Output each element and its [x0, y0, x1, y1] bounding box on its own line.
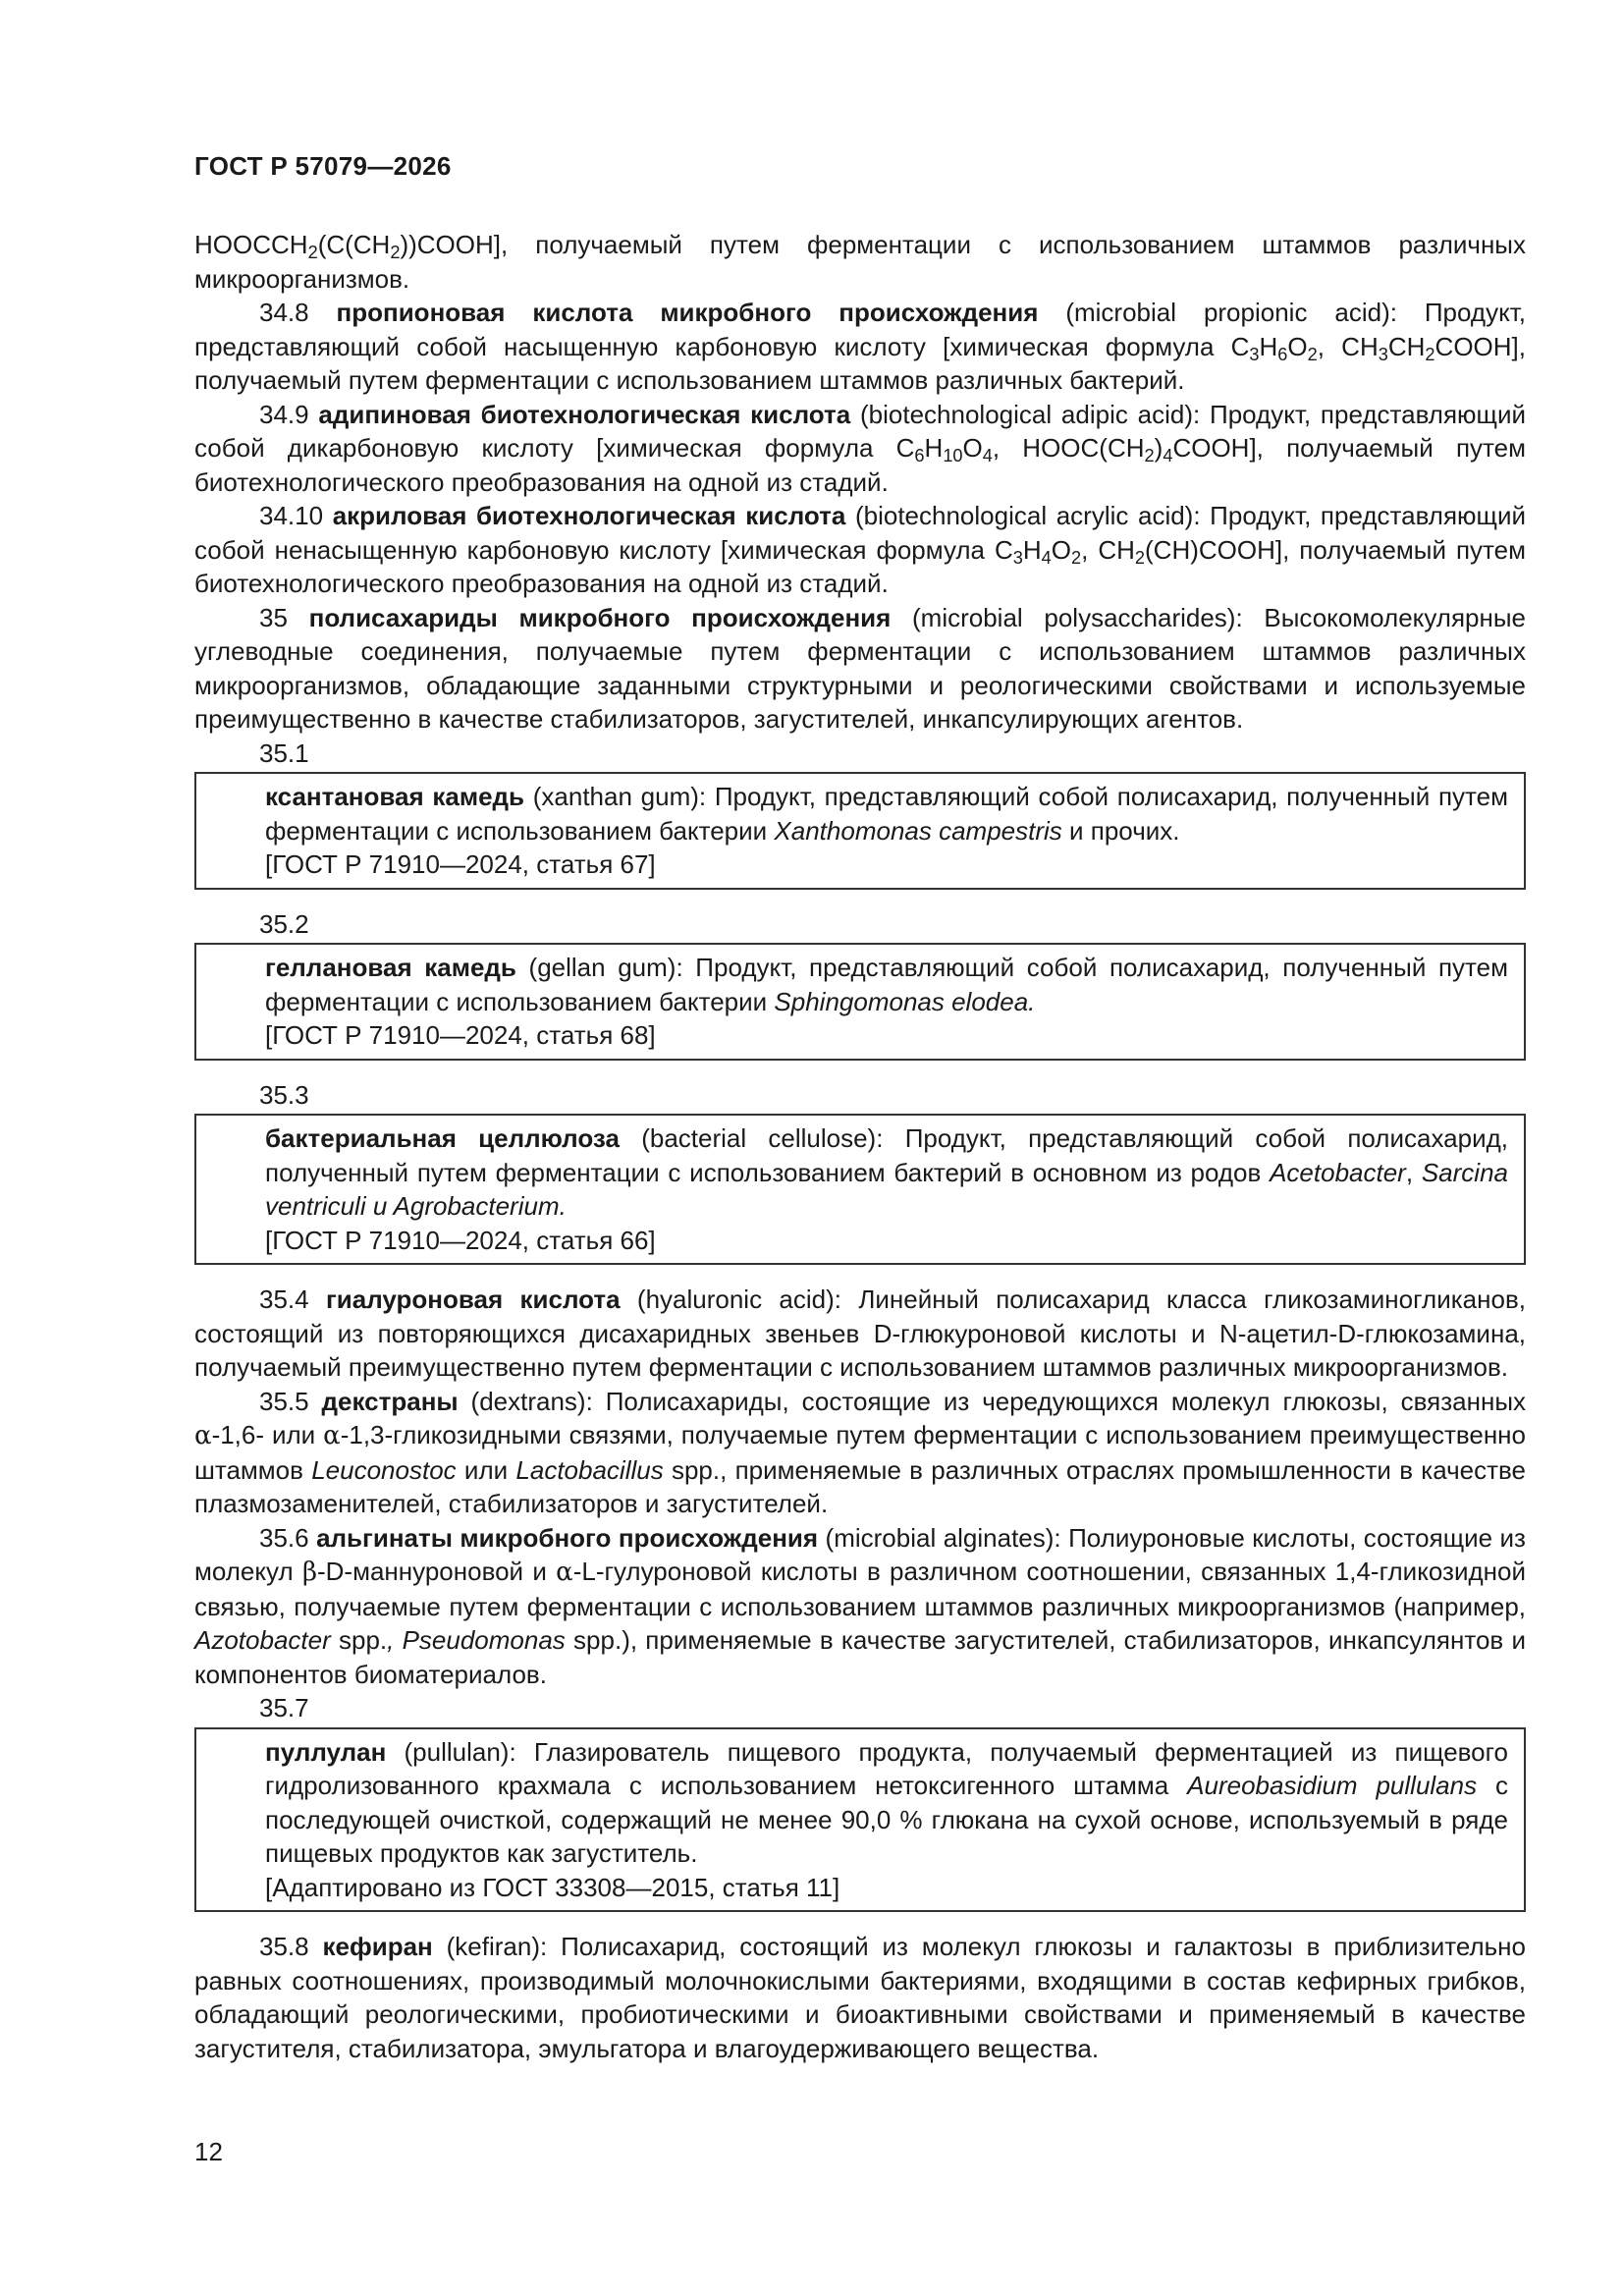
paragraph-35-4: 35.4 гиалуроновая кислота (hyaluronic acid): Линейный полисахарид класса гликозаминогликанов, состоящий из повторяющихся дисахаридных звеньев D-глюкуроновой кислоты и N-ацетил-D-глюкозамина, получаемый преимущественно путем ферментации с использованием штаммов различных микроорганизмов. [194, 1285, 1526, 1382]
term: пуллулан [265, 1736, 387, 1767]
term: геллановая камедь [265, 953, 516, 982]
page-number: 12 [194, 2137, 223, 2166]
quoted-term-box-35-1 [194, 772, 1526, 890]
quoted-definition: геллановая камедь (gellan gum): Продукт, представляющий собой полисахарид, полученный путем ферментации с использованием бактерии Sphingomonas elodea. [265, 953, 1508, 1016]
source-reference: [ГОСТ Р 71910—2024, статья 67] [265, 849, 656, 879]
term: декстраны [321, 1386, 459, 1416]
quoted-term-box-35-3 [194, 1114, 1526, 1265]
term: пропионовая кислота микробного происхождения [336, 298, 1039, 327]
term: ксантановая камедь [265, 782, 525, 811]
term: гиалуроновая кислота [325, 1285, 621, 1314]
quoted-definition: бактериальная целлюлоза (bacterial cellulose): Продукт, представляющий собой полисахарид, полученный путем ферментации с использованием бактерий в основном из родов Acetobacter, Sarcina ventriculi u Agrobacterium. [265, 1123, 1508, 1221]
term: альгинаты микробного происхождения [316, 1522, 819, 1553]
term: полисахариды микробного происхождения [308, 602, 892, 632]
clause-number: 35.8 [259, 1932, 309, 1961]
paragraph-34-8: 34.8 пропионовая кислота микробного происхождения (microbial propionic acid): Продукт, представляющий собой насыщенную карбоновую кислоту [химическая формула $C_3H_6O_2$, $CH_3CH_2COOH$], получаемый путем ферментации с использованием штаммов различных бактерий. [194, 298, 1526, 395]
paragraph-34-9: 34.9 адипиновая биотехнологическая кислота (biotechnological adipic acid): Продукт, представляющий собой дикарбоновую кислоту [химическая формула $C_6H_{10}O_4$, $HOOC(CH_2)_4COOH$], получаемый путем биотехнологического преобразования на одной из стадий. [194, 399, 1526, 497]
source-reference: [ГОСТ Р 71910—2024, статья 66] [265, 1225, 656, 1255]
clause-number: 35.4 [259, 1285, 309, 1314]
paragraph-35: 35 полисахариды микробного происхождения (microbial polysaccharides): Высокомолекулярные углеводные соединения, получаемые путем ферментации с использованием штаммов различных микроорганизмов, обладающие заданными структурными и реологическими свойствами и используемые преимущественно в качестве стабилизаторов, загустителей, инкапсулирующих агентов. [194, 602, 1526, 734]
paragraph-34-10: 34.10 акриловая биотехнологическая кислота (biotechnological acrylic acid): Продукт, представляющий собой ненасыщенную карбоновую кислоту [химическая формула $C_3H_4O_2$, $CH_2(CH)COOH$], получаемый путем биотехнологического преобразования на одной из стадий. [194, 501, 1526, 598]
quoted-definition: пуллулан (pullulan): Глазирователь пищевого продукта, получаемый ферментацией из пищевого гидролизованного крахмала с использованием нетоксигенного штамма Aureobasidium pullulans с последующей очисткой, содержащий не менее 90,0 % глюкана на сухой основе, используемый в ряде пищевых продуктов как загуститель. [265, 1736, 1508, 1868]
clause-number: 35.5 [259, 1386, 309, 1416]
paragraph-35-5: 35.5 декстраны (dextrans): Полисахариды, состоящие из чередующихся молекул глюкозы, связанных α-1,6- или α-1,3-гликозидными связями, получаемые путем ферментации с использованием преимущественно штаммов Leuconostoc или Lactobacillus spp., применяемые в различных отраслях промышленности в качестве плазмозаменителей, стабилизаторов и загустителей. [194, 1386, 1527, 1518]
quoted-definition: ксантановая камедь (xanthan gum): Продукт, представляющий собой полисахарид, полученный путем ферментации с использованием бактерии Xanthomonas campestris и прочих. [265, 782, 1508, 846]
source-reference: [Адаптировано из ГОСТ 33308—2015, статья 11] [265, 1872, 840, 1902]
term: бактериальная целлюлоза [265, 1123, 620, 1153]
clause-number: 34.10 [259, 501, 324, 530]
term: акриловая биотехнологическая кислота [332, 501, 846, 530]
document-body [194, 228, 1526, 2065]
paragraph-intro-continued: $HOOCCH_2(C(CH_2))COOH$], получаемый путем ферментации с использованием штаммов различных микроорганизмов. [194, 230, 1526, 294]
clause-number: 35.6 [259, 1522, 309, 1553]
clause-number: 34.9 [259, 399, 309, 429]
clause-number: 35 [259, 602, 288, 632]
term: адипиновая биотехнологическая кислота [318, 399, 851, 429]
clause-number-35-1: 35.1 [259, 738, 309, 768]
quoted-term-box-35-7 [194, 1727, 1526, 1913]
clause-number-35-3: 35.3 [259, 1079, 309, 1110]
paragraph-35-8: 35.8 кефиран (kefiran): Полисахарид, состоящий из молекул глюкозы и галактозы в приблизительно равных соотношениях, производимый молочнокислыми бактериями, входящими в состав кефирных грибков, обладающий реологическими, пробиотическими и биоактивными свойствами и применяемый в качестве загустителя, стабилизатора, эмульгатора и влагоудерживающего вещества. [194, 1932, 1526, 2063]
paragraph-35-6: 35.6 альгинаты микробного происхождения (microbial alginates): Полиуроновые кислоты, состоящие из молекул β-D-маннуроновой и α-L-гулуроновой кислоты в различном соотношении, связанных 1,4-гликозидной связью, получаемые путем ферментации с использованием штаммов различных микроорганизмов (например, Azotobacter spp., Pseudomonas spp.), применяемые в качестве загустителей, стабилизаторов, инкапсулянтов и компонентов биоматериалов. [194, 1522, 1526, 1689]
source-reference: [ГОСТ Р 71910—2024, статья 68] [265, 1020, 656, 1050]
clause-number-35-2: 35.2 [259, 908, 309, 939]
term: кефиран [322, 1932, 433, 1961]
clause-number: 34.8 [259, 298, 309, 327]
quoted-term-box-35-2 [194, 943, 1526, 1061]
clause-number-35-7: 35.7 [259, 1693, 309, 1722]
document-header: ГОСТ Р 57079—2026 [194, 151, 452, 181]
